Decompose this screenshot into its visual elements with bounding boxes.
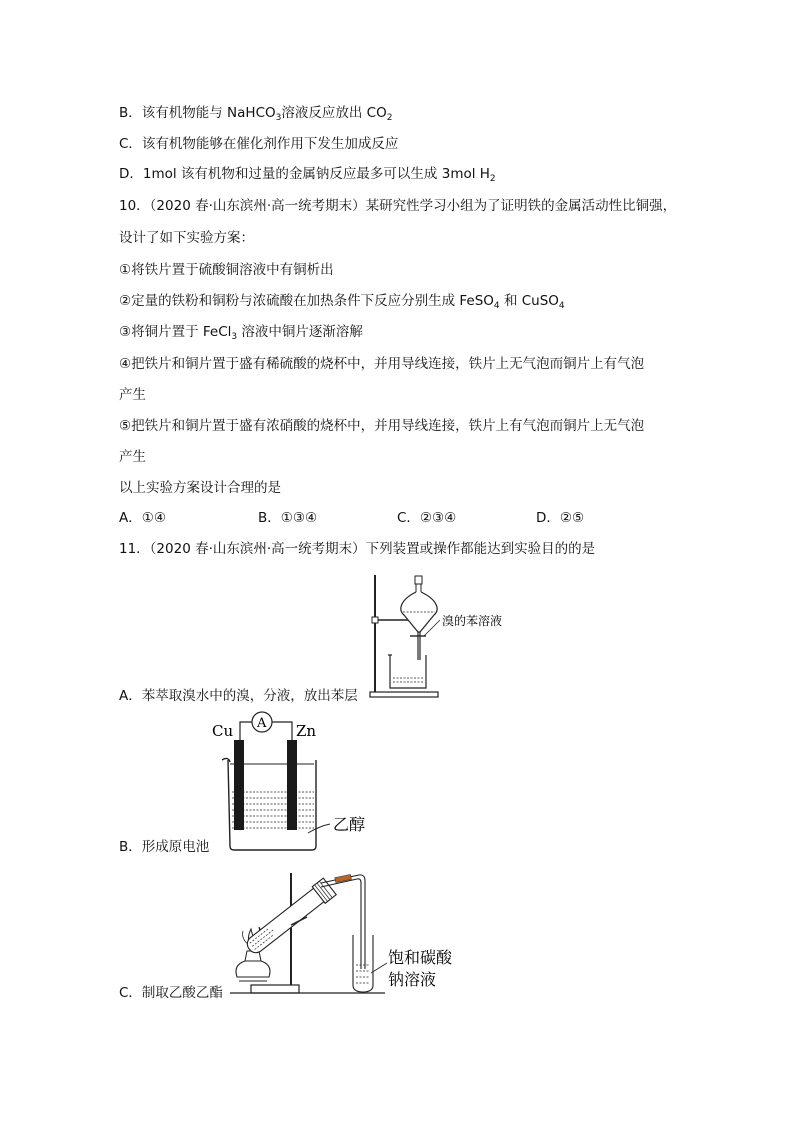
cu-label: Cu — [212, 722, 234, 740]
bromine-benzene-label: 溴的苯溶液 — [442, 614, 503, 628]
sodium-carbonate-label-2: 钠溶液 — [388, 970, 437, 989]
q10-stem-line-2: 设计了如下实验方案： — [119, 230, 254, 246]
figure-galvanic-cell — [208, 708, 388, 858]
q10-item-2: ②定量的铁粉和铜粉与浓硫酸在加热条件下反应分别生成 FeSO$_4$ 和 CuSO$_4$ — [119, 293, 565, 311]
q10-item-3: ③将铜片置于 FeCl$_3$ 溶液中铜片逐渐溶解 — [119, 324, 363, 342]
q10-choice-a: A．①④ — [119, 510, 166, 526]
option-b: B．该有机物能与 NaHCO$_3$溶液反应放出 $CO_2$ — [119, 105, 393, 123]
q11-option-c: C．制取乙酸乙酯 — [119, 985, 223, 1001]
zn-label: Zn — [296, 722, 317, 740]
q10-item-4-line-2: 产生 — [119, 387, 146, 403]
q10-item-5-line-1: ⑤把铁片和铜片置于盛有浓硝酸的烧杯中，并用导线连接，铁片上有气泡而铜片上无气泡 — [119, 418, 645, 434]
q10-choice-d: D．②⑤ — [536, 510, 585, 526]
ethanol-label: 乙醇 — [333, 815, 366, 834]
q10-item-4-line-1: ④把铁片和铜片置于盛有稀硫酸的烧杯中，并用导线连接，铁片上无气泡而铜片上有气泡 — [119, 356, 645, 372]
q10-stem-line-1: 10．（2020 春·山东滨州·高一统考期末）某研究性学习小组为了证明铁的金属活动性比铜强， — [119, 198, 677, 214]
option-c: C．该有机物能够在催化剂作用下发生加成反应 — [119, 136, 399, 152]
q11-option-a: A．苯萃取溴水中的溴，分液，放出苯层 — [119, 688, 358, 704]
q11-stem: 11．（2020 春·山东滨州·高一统考期末）下列装置或操作都能达到实验目的的是 — [119, 541, 596, 557]
q10-item-1: ①将铁片置于硫酸铜溶液中有铜析出 — [119, 262, 334, 278]
option-d: D．1mol 该有机物和过量的金属钠反应最多可以生成 3mol $H_2$ — [119, 166, 496, 184]
q10-choice-c: C．②③④ — [397, 510, 457, 526]
q11-option-b: B．形成原电池 — [119, 839, 210, 855]
sodium-carbonate-label-1: 饱和碳酸 — [388, 948, 453, 967]
figure-separatory-funnel — [360, 570, 540, 705]
q10-conclusion: 以上实验方案设计合理的是 — [119, 480, 281, 496]
q10-item-5-line-2: 产生 — [119, 449, 146, 465]
ammeter-label: A — [257, 716, 267, 731]
q10-choice-b: B．①③④ — [258, 510, 318, 526]
figure-ethyl-acetate-setup — [225, 865, 485, 1000]
